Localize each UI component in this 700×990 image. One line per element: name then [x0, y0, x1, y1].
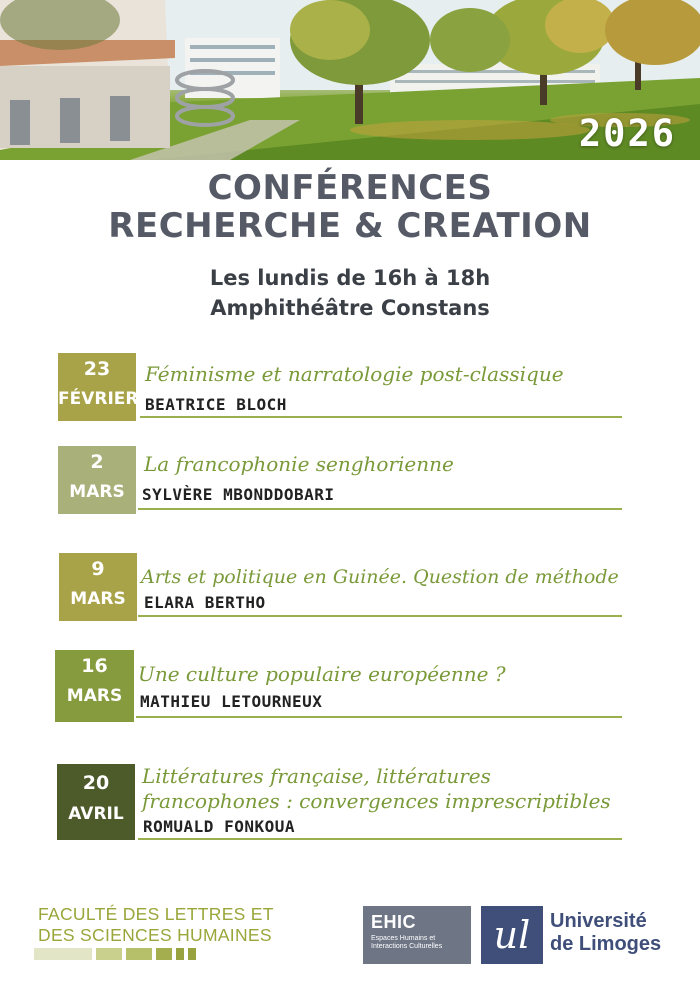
university-name: [550, 910, 661, 956]
date-day: 23: [83, 358, 111, 380]
main-title-line2: RECHERCHE & CREATION: [108, 206, 592, 246]
header-photo: [0, 0, 700, 160]
ul-monogram-text: ul: [493, 913, 531, 957]
event-title-line2: francophones : convergences imprescriptibles: [142, 789, 611, 813]
schedule-text: Les lundis de 16h à 18h: [209, 266, 491, 290]
date-badge: [58, 353, 139, 421]
event-item-3: [0, 553, 700, 643]
date-month: FÉVRIER: [58, 389, 139, 409]
event-divider: [138, 508, 622, 510]
event-speaker: ELARA BERTHO: [144, 593, 266, 612]
event-speaker: BEATRICE BLOCH: [145, 395, 287, 414]
year-label: 2026: [578, 112, 676, 155]
faculty-name: [38, 904, 274, 946]
event-item-4: [0, 650, 700, 740]
date-badge: [59, 553, 137, 621]
event-title-line1: Littératures française, littératures: [142, 764, 491, 788]
ul-logo: [481, 906, 543, 964]
event-item-2: [0, 446, 700, 536]
date-month: AVRIL: [68, 804, 124, 824]
ul-monogram-icon: [481, 906, 543, 964]
date-day: 9: [91, 558, 105, 580]
date-month: MARS: [66, 686, 123, 706]
date-month: MARS: [69, 482, 125, 502]
event-speaker: SYLVÈRE MBONDDOBARI: [142, 485, 335, 504]
event-speaker: MATHIEU LETOURNEUX: [140, 692, 323, 711]
ehic-logo: [363, 906, 471, 964]
event-title: Arts et politique en Guinée. Question de méthode: [141, 566, 619, 588]
event-title: La francophonie senghorienne: [144, 452, 454, 476]
faculty-name-line2: DES SCIENCES HUMAINES: [38, 925, 272, 945]
ehic-logo-name: EHIC: [371, 912, 417, 932]
ehic-logo-subtitle: Espaces Humains et Interactions Culturelles: [371, 935, 443, 950]
date-day: 20: [82, 772, 110, 794]
date-day: 16: [81, 655, 108, 677]
event-divider: [138, 838, 622, 840]
main-title-line1: CONFÉRENCES: [207, 168, 493, 208]
faculty-name-line1: FACULTÉ DES LETTRES ET: [38, 904, 274, 924]
date-badge: [58, 446, 136, 514]
event-item-5: [0, 764, 700, 854]
event-speaker: ROMUALD FONKOUA: [143, 817, 295, 836]
event-item-1: [0, 352, 700, 442]
date-day: 2: [90, 451, 104, 473]
university-name-line1: Université: [550, 910, 647, 932]
event-divider: [136, 716, 622, 718]
venue-text: Amphithéâtre Constans: [210, 296, 490, 320]
event-title: Une culture populaire européenne ?: [138, 662, 506, 686]
event-divider: [138, 615, 622, 617]
event-divider: [140, 416, 622, 418]
date-badge: [55, 650, 134, 722]
event-title: Féminisme et narratologie post-classique: [145, 362, 564, 386]
date-month: MARS: [70, 589, 126, 609]
date-badge: [57, 764, 135, 840]
university-name-line2: de Limoges: [550, 933, 662, 955]
